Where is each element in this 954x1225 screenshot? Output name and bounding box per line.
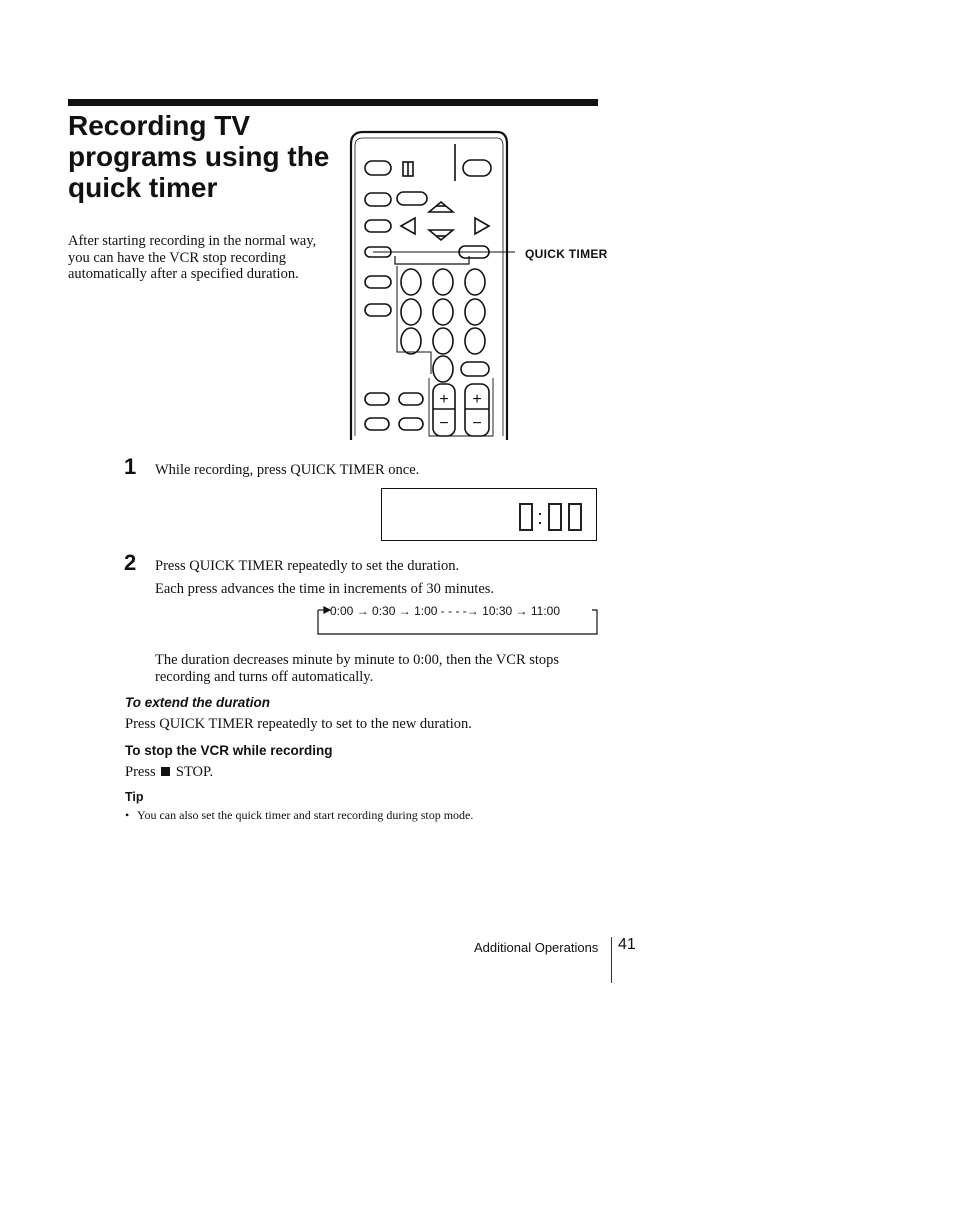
remote-control-illustration bbox=[345, 126, 515, 444]
stop-text: Press STOP. bbox=[125, 764, 214, 780]
arrow-icon: → bbox=[515, 604, 528, 618]
tip-heading: Tip bbox=[125, 790, 144, 804]
volume-minus-symbol: − bbox=[439, 415, 449, 432]
step-2-number: 2 bbox=[124, 550, 137, 575]
title-rule bbox=[68, 99, 598, 106]
seq-value: 10:30 bbox=[482, 604, 513, 618]
extend-text: Press QUICK TIMER repeatedly to set to the new duration. bbox=[125, 716, 472, 732]
channel-plus-symbol: + bbox=[472, 391, 482, 408]
sequence-text bbox=[330, 604, 560, 618]
step-1-number: 1 bbox=[124, 454, 137, 479]
step-2-detail: Each press advances the time in increments of 30 minutes. bbox=[155, 581, 495, 597]
seq-value: 0:00 bbox=[330, 604, 354, 618]
seq-value: 11:00 bbox=[530, 604, 560, 618]
page-number: 41 bbox=[618, 936, 636, 953]
channel-minus-symbol: − bbox=[472, 415, 482, 432]
display-readout bbox=[517, 500, 587, 534]
intro-paragraph: After starting recording in the normal way, you can have the VCR stop recording automatically after a specified duration. bbox=[68, 233, 317, 282]
stop-heading: To stop the VCR while recording bbox=[125, 743, 333, 758]
tip-text: You can also set the quick timer and start recording during stop mode. bbox=[137, 808, 474, 822]
step-1-text: While recording, press QUICK TIMER once. bbox=[155, 462, 420, 478]
arrow-icon: → bbox=[398, 604, 411, 618]
seq-value: 1:00 bbox=[414, 604, 438, 618]
footer-divider bbox=[611, 937, 612, 983]
dashed-arrow-icon: - - - -→ bbox=[440, 604, 479, 618]
arrow-icon: → bbox=[356, 604, 369, 618]
stop-square-icon bbox=[161, 767, 170, 776]
extend-heading: To extend the duration bbox=[125, 695, 270, 710]
seq-value: 0:30 bbox=[372, 604, 396, 618]
tip-bullet: • bbox=[125, 808, 130, 822]
page-title: Recording TV programs using the quick timer bbox=[68, 110, 330, 203]
volume-plus-symbol: + bbox=[439, 391, 449, 408]
quick-timer-callout: QUICK TIMER bbox=[525, 247, 608, 261]
after-sequence-text: The duration decreases minute by minute to 0:00, then the VCR stops recording and turns off automatically. bbox=[155, 652, 560, 685]
footer-section: Additional Operations bbox=[474, 940, 599, 955]
step-2-text: Press QUICK TIMER repeatedly to set the duration. bbox=[155, 558, 460, 574]
